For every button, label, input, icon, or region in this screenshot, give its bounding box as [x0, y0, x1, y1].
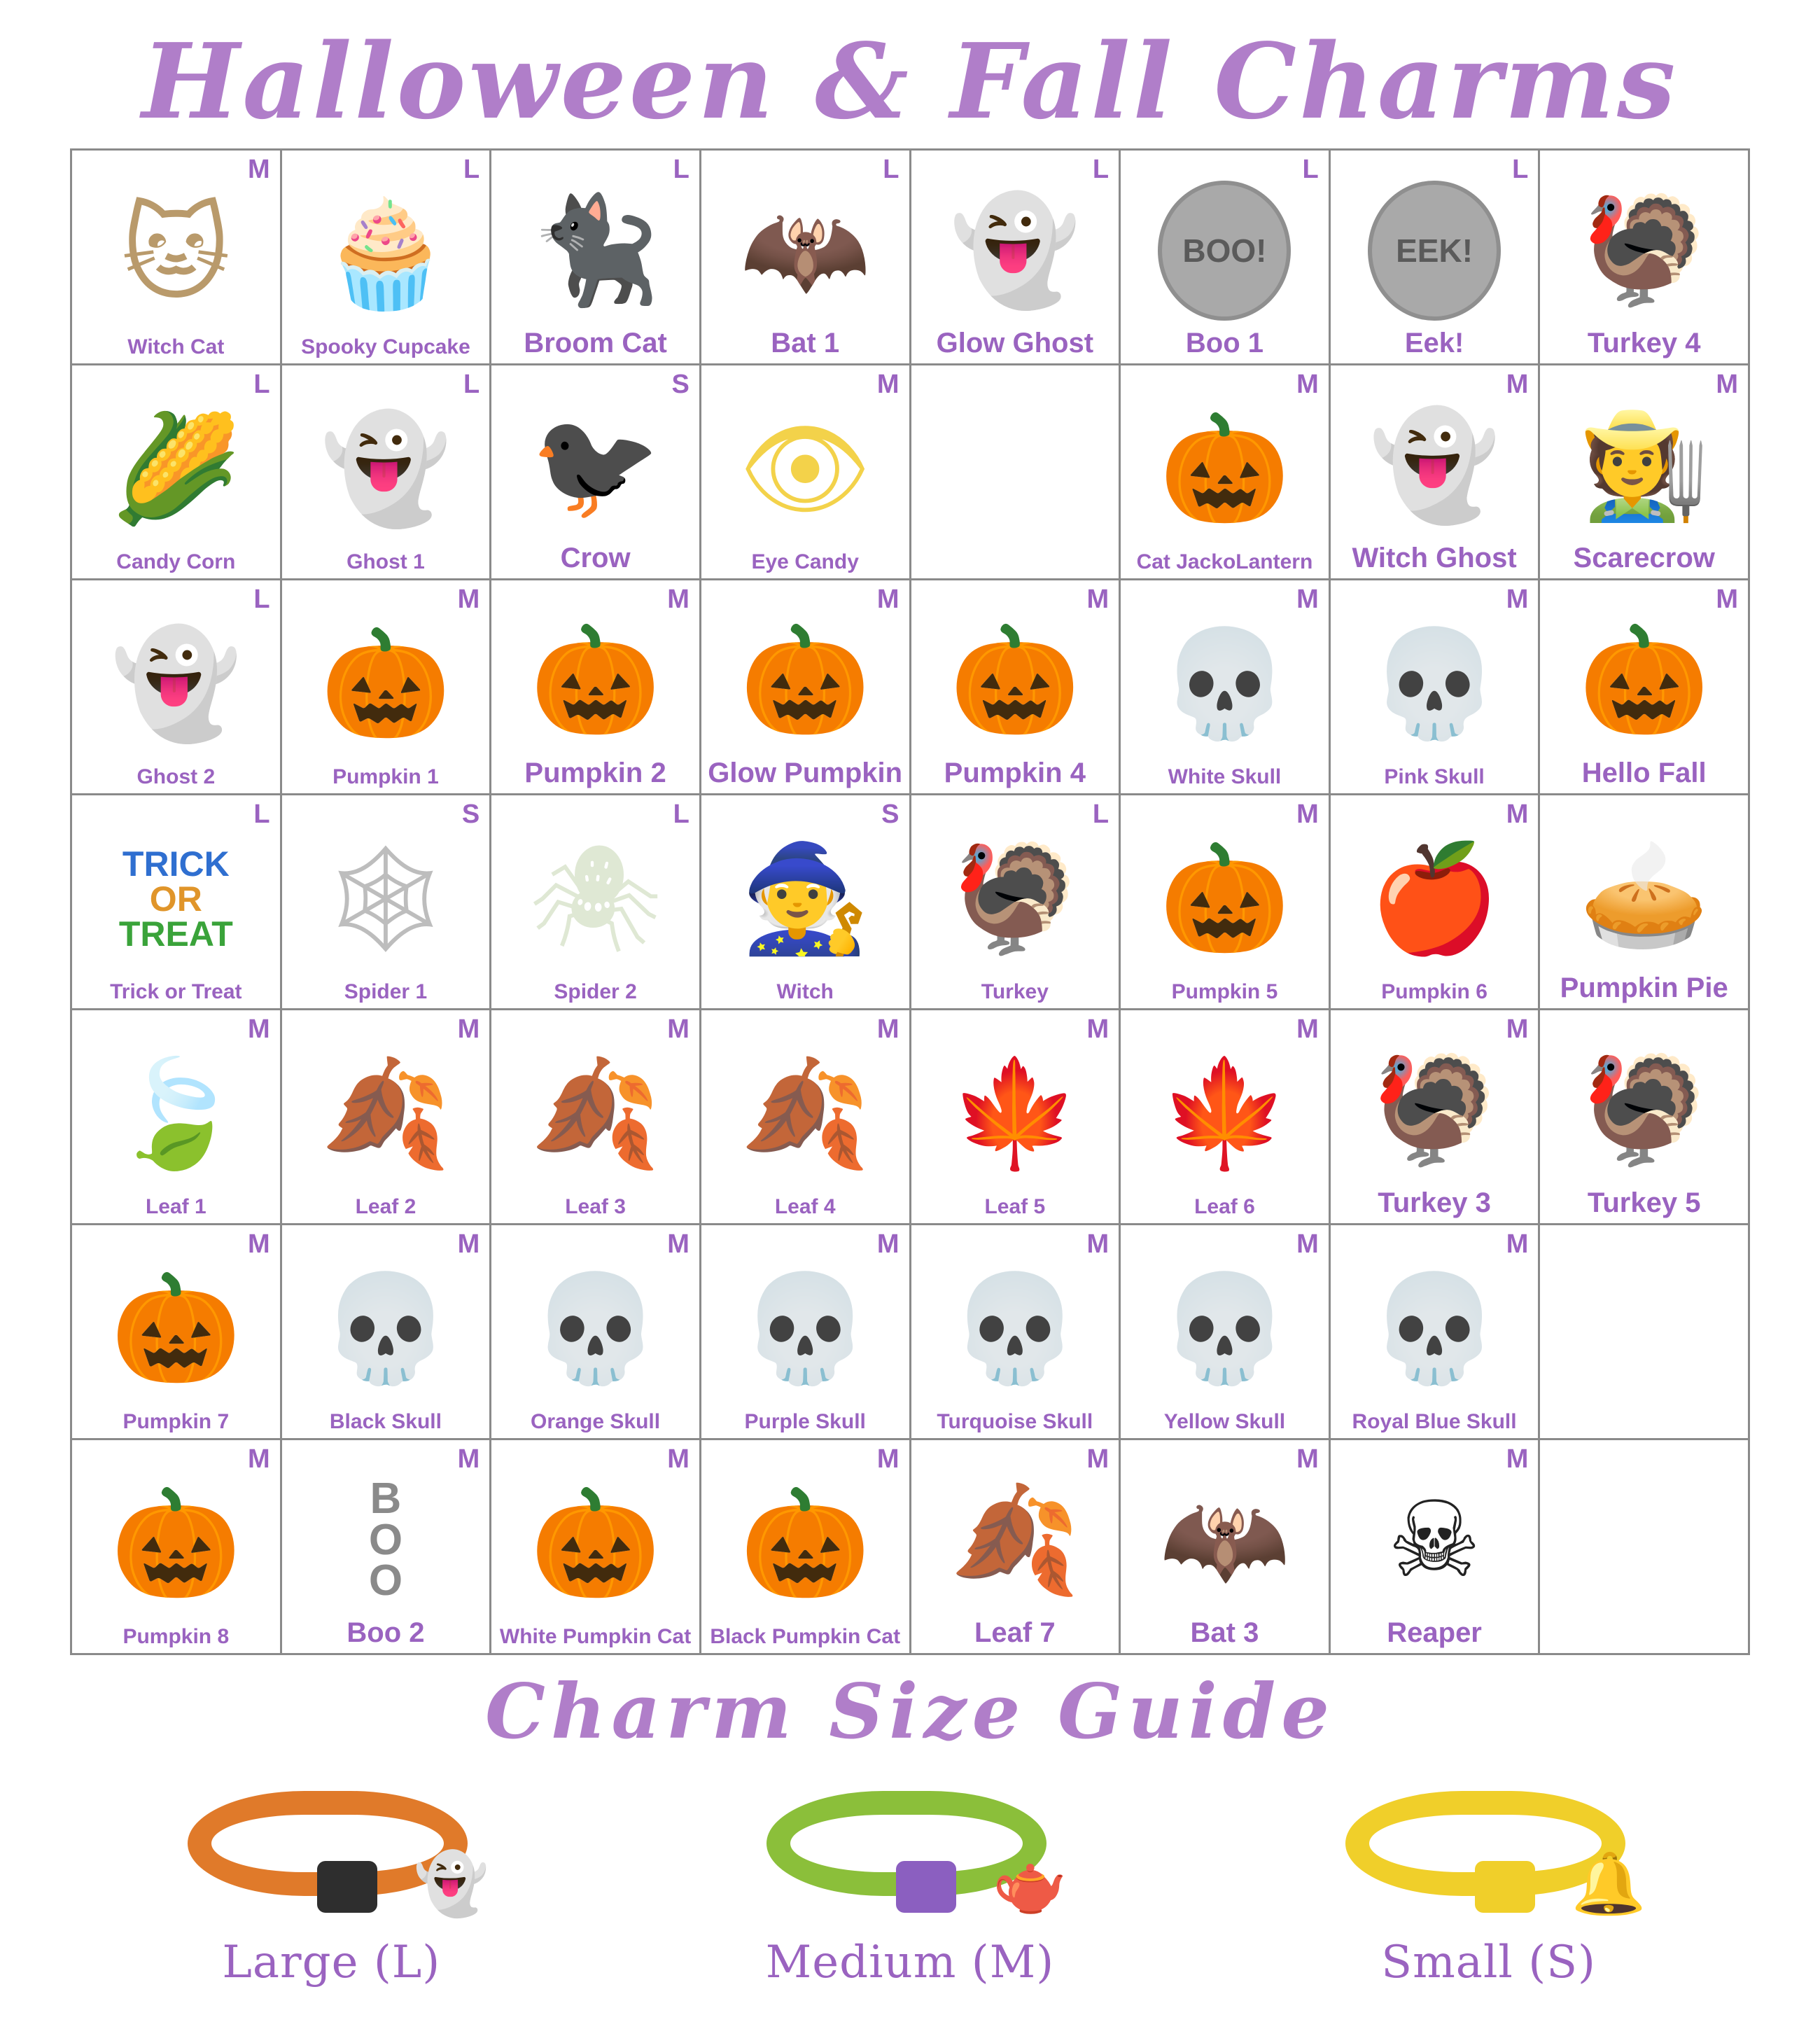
charm-image	[914, 1014, 1116, 1196]
charm-cell[interactable]	[701, 151, 911, 365]
charm-label: Ghost 1	[346, 550, 425, 573]
charm-label: Crow	[560, 543, 631, 573]
charm-size-tag: M	[247, 155, 270, 184]
charm-label: Royal Blue Skull	[1352, 1409, 1517, 1433]
charm-image	[494, 800, 696, 981]
charm-glyph-icon: 👻	[949, 190, 1081, 312]
charm-cell[interactable]	[282, 1010, 492, 1225]
charm-cell[interactable]	[282, 365, 492, 580]
charm-image	[1543, 1014, 1745, 1188]
collar-photo	[746, 1763, 1074, 1924]
charm-label: Eek!	[1404, 328, 1464, 358]
charm-label: Turkey 3	[1378, 1187, 1491, 1218]
charm-glyph-icon: 🍁	[949, 1053, 1081, 1176]
charm-label: Glow Ghost	[936, 328, 1094, 358]
charm-glyph-icon: 🧙	[739, 838, 871, 961]
charm-cell[interactable]	[282, 580, 492, 795]
charm-glyph-icon: 🍃	[110, 1053, 241, 1176]
charm-cell-empty	[1540, 1440, 1750, 1655]
charm-glyph-icon: 🍎	[1368, 838, 1500, 961]
charm-size-tag: M	[667, 585, 690, 614]
charm-size-tag: M	[1506, 1444, 1529, 1474]
charm-cell[interactable]	[1331, 1010, 1541, 1225]
charm-cell[interactable]	[1540, 795, 1750, 1010]
charm-image	[75, 1444, 277, 1626]
charm-image	[704, 1229, 906, 1411]
charm-label: Leaf 2	[355, 1194, 416, 1218]
charm-image	[704, 1444, 906, 1626]
charm-size-tag: M	[1506, 370, 1529, 399]
charm-glyph-icon: 💀	[1159, 623, 1290, 746]
charm-image	[1124, 1229, 1326, 1411]
charm-glyph-icon: 🦃	[949, 838, 1081, 961]
charm-cell[interactable]	[701, 795, 911, 1010]
charm-label: Leaf 4	[774, 1194, 836, 1218]
charm-image	[704, 370, 906, 551]
charm-label: Witch Ghost	[1352, 543, 1517, 573]
charm-size-tag: M	[1296, 800, 1319, 829]
charm-image	[1124, 800, 1326, 981]
charm-label: Candy Corn	[116, 550, 236, 573]
charm-cell[interactable]	[282, 151, 492, 365]
charm-cell[interactable]	[911, 1440, 1121, 1655]
charm-label: Ghost 2	[136, 765, 216, 788]
charm-label: Pumpkin 6	[1381, 979, 1488, 1003]
charm-label: Leaf 1	[145, 1194, 206, 1218]
charm-glyph-icon: 🎃	[530, 1483, 661, 1605]
charm-glyph-icon: 🍂	[530, 1053, 661, 1176]
charm-cell[interactable]	[1540, 151, 1750, 365]
charm-label: Boo 2	[346, 1617, 425, 1648]
charm-size-tag: M	[1296, 1229, 1319, 1259]
charm-label: Leaf 6	[1194, 1194, 1255, 1218]
charm-image	[1543, 370, 1745, 543]
trick-or-treat-art: TRICK OR TREAT	[118, 844, 233, 954]
charm-glyph-icon: 👻	[110, 623, 241, 746]
charm-label: Orange Skull	[531, 1409, 661, 1433]
charm-cell[interactable]	[1540, 365, 1750, 580]
charm-label: Pumpkin 5	[1171, 979, 1278, 1003]
charm-glyph-icon: ☠	[1387, 1479, 1482, 1601]
charm-glyph-icon: 👻	[1368, 405, 1500, 527]
charm-image	[494, 1229, 696, 1411]
charm-image	[75, 1229, 277, 1411]
charm-cell[interactable]	[491, 1440, 701, 1655]
charm-size-tag: L	[463, 155, 480, 184]
charm-size-tag: L	[253, 585, 270, 614]
charm-label: Pumpkin Pie	[1560, 972, 1728, 1003]
charm-glyph-icon: 💀	[949, 1268, 1081, 1390]
size-guide-title: Charm Size Guide	[485, 1668, 1335, 1756]
charm-image	[494, 370, 696, 543]
charm-glyph-icon: 💀	[320, 1268, 451, 1390]
charm-glyph-icon: 🎃	[530, 620, 661, 741]
charm-glyph-icon: 🕷	[528, 838, 662, 961]
charm-label: Pumpkin 8	[122, 1624, 230, 1648]
charm-label: Witch	[776, 979, 834, 1003]
charm-size-tag: M	[667, 1229, 690, 1259]
charm-size-tag: M	[457, 1444, 480, 1474]
charm-size-tag: L	[1512, 155, 1529, 184]
charm-glyph-icon: 🎃	[949, 620, 1081, 741]
charm-image	[285, 1444, 487, 1618]
charm-size-tag: S	[461, 800, 480, 829]
charm-glyph-icon: 🧁	[320, 193, 451, 316]
charm-cell[interactable]	[1540, 580, 1750, 795]
charm-cell[interactable]	[72, 1010, 282, 1225]
charm-disc: BOO!	[1158, 181, 1291, 321]
charm-size-tag: M	[667, 1444, 690, 1474]
charm-glyph-icon: 🎃	[1159, 838, 1290, 961]
charm-size-tag: M	[1296, 1444, 1319, 1474]
charm-label: Bat 3	[1190, 1617, 1259, 1648]
charm-size-tag: L	[463, 370, 480, 399]
size-guide-label: Medium (M)	[765, 1937, 1055, 1988]
size-guide	[42, 1763, 1778, 1988]
charm-size-tag: L	[1092, 800, 1110, 829]
charm-image	[1334, 1014, 1536, 1188]
charm-label: Scarecrow	[1573, 543, 1715, 573]
charm-cell[interactable]	[701, 1010, 911, 1225]
charm-label: Witch Cat	[127, 335, 225, 358]
charm-image	[285, 800, 487, 981]
charm-size-tag: M	[1086, 585, 1110, 614]
charm-cell[interactable]	[1121, 580, 1331, 795]
charm-label: Spider 2	[554, 979, 637, 1003]
page-title: Halloween & Fall Charms	[141, 20, 1679, 142]
charm-glyph-icon: 💀	[1368, 623, 1500, 746]
charm-size-tag: L	[1092, 155, 1110, 184]
charm-image	[1124, 370, 1326, 551]
charm-image	[1543, 585, 1745, 758]
charm-cell[interactable]	[1331, 1225, 1541, 1440]
boo-stack-art: B O O	[368, 1474, 403, 1605]
charm-image	[75, 370, 277, 551]
charm-size-tag: M	[1086, 1229, 1110, 1259]
charm-size-tag: M	[1086, 1444, 1110, 1474]
charm-cell[interactable]	[282, 1225, 492, 1440]
charm-label: Pumpkin 7	[122, 1409, 230, 1433]
charm-image	[75, 1014, 277, 1196]
charm-glyph-icon: 🍂	[320, 1053, 451, 1176]
charm-size-tag: M	[247, 1014, 270, 1044]
charm-cell[interactable]	[1121, 365, 1331, 580]
charm-size-tag: M	[1716, 370, 1738, 399]
charm-image	[914, 800, 1116, 981]
charm-label: Black Skull	[329, 1409, 442, 1433]
charm-cell[interactable]	[1121, 1010, 1331, 1225]
charm-label: Pumpkin 4	[944, 758, 1086, 788]
charm-cell[interactable]	[72, 1225, 282, 1440]
charm-size-tag: M	[457, 1014, 480, 1044]
charm-label: Purple Skull	[744, 1409, 866, 1433]
charm-size-tag: M	[667, 1014, 690, 1044]
charm-cell[interactable]	[72, 580, 282, 795]
collar-charm-icon: 🫖	[992, 1849, 1068, 1919]
charm-label: Turkey 4	[1587, 328, 1701, 358]
charm-image	[1543, 155, 1745, 328]
charm-glyph-icon: 🐦‍⬛	[530, 405, 661, 527]
charm-glyph-icon: 🍂	[739, 1053, 871, 1176]
charm-size-tag: L	[253, 800, 270, 829]
charm-cell[interactable]	[1331, 365, 1541, 580]
charm-glyph-icon: 🧑‍🌾	[1578, 405, 1710, 527]
charm-glyph-icon: 🎃	[1578, 620, 1710, 741]
collar-buckle	[1475, 1861, 1535, 1913]
charm-image	[494, 585, 696, 758]
charm-size-tag: M	[1506, 1014, 1529, 1044]
charm-image	[285, 1229, 487, 1411]
charm-glyph-icon: 🐈‍⬛	[530, 190, 661, 312]
charm-cell[interactable]	[1331, 580, 1541, 795]
charm-cell[interactable]	[491, 795, 701, 1010]
charm-label: Yellow Skull	[1163, 1409, 1286, 1433]
charm-grid	[70, 148, 1750, 1655]
charm-image	[494, 1014, 696, 1196]
charm-glyph-icon: 🍂	[949, 1479, 1081, 1601]
charm-cell[interactable]	[72, 365, 282, 580]
charm-glyph-icon: 👻	[320, 408, 451, 531]
charm-image	[704, 800, 906, 981]
charm-label: Spider 1	[344, 979, 428, 1003]
charm-label: Broom Cat	[524, 328, 667, 358]
charm-size-tag: M	[876, 1229, 899, 1259]
charm-image	[1334, 1444, 1536, 1618]
charm-image	[75, 800, 277, 981]
charm-cell[interactable]	[911, 1225, 1121, 1440]
charm-cell-empty	[911, 365, 1121, 580]
charm-cell[interactable]	[282, 1440, 492, 1655]
charm-glyph-icon: 🕸	[318, 838, 453, 961]
charm-glyph-icon: 💀	[1159, 1268, 1290, 1390]
charm-cell[interactable]	[1121, 795, 1331, 1010]
charm-size-tag: M	[1296, 585, 1319, 614]
charm-disc: EEK!	[1368, 181, 1501, 321]
charm-glyph-icon: 🎃	[110, 1483, 241, 1605]
charm-size-tag: M	[1716, 585, 1738, 614]
charm-image	[1334, 585, 1536, 766]
charm-cell[interactable]	[72, 1440, 282, 1655]
charm-label: Glow Pumpkin	[708, 758, 903, 788]
charm-image	[1124, 1014, 1326, 1196]
charm-cell[interactable]	[701, 1440, 911, 1655]
charm-label: Trick or Treat	[110, 979, 242, 1003]
charm-size-tag: M	[1086, 1014, 1110, 1044]
charm-image	[75, 585, 277, 766]
charm-image	[914, 1229, 1116, 1411]
charm-glyph-icon: 🥧	[1578, 835, 1710, 956]
charm-cell[interactable]	[911, 580, 1121, 795]
charm-size-tag: M	[876, 1444, 899, 1474]
charm-size-tag: M	[457, 1229, 480, 1259]
charm-cell[interactable]	[491, 580, 701, 795]
charm-glyph-icon: 🦇	[1159, 1479, 1290, 1601]
charm-glyph-icon: 🦃	[1368, 1050, 1500, 1171]
collar-photo	[167, 1763, 496, 1924]
charm-glyph-icon: 💀	[1368, 1268, 1500, 1390]
collar-buckle	[317, 1861, 377, 1913]
charm-label: White Pumpkin Cat	[499, 1624, 692, 1648]
charm-cell[interactable]	[491, 365, 701, 580]
charm-label: Hello Fall	[1581, 758, 1707, 788]
charm-size-tag: M	[1506, 800, 1529, 829]
charm-glyph-icon: 💀	[739, 1268, 871, 1390]
charm-glyph-icon: 🦃	[1578, 190, 1710, 312]
charm-size-tag: M	[1296, 1014, 1319, 1044]
charm-label: Leaf 3	[565, 1194, 626, 1218]
charm-size-tag: L	[883, 155, 899, 184]
charm-cell[interactable]	[1121, 1225, 1331, 1440]
charm-size-tag: M	[876, 1014, 899, 1044]
collar-charm-icon: 👻	[414, 1849, 489, 1919]
charm-image	[285, 370, 487, 551]
charm-size-tag: M	[247, 1444, 270, 1474]
charm-label: Eye Candy	[751, 550, 859, 573]
charm-size-tag: M	[1296, 370, 1319, 399]
charm-glyph-icon: 💀	[530, 1268, 661, 1390]
charm-image	[285, 155, 487, 336]
charm-cell[interactable]	[72, 795, 282, 1010]
size-guide-item	[637, 1763, 1183, 1988]
charm-label: Turkey 5	[1587, 1187, 1701, 1218]
charm-label: Leaf 7	[974, 1617, 1056, 1648]
charm-glyph-icon: 🎃	[739, 620, 871, 741]
charm-cell[interactable]	[1331, 151, 1541, 365]
charm-image	[704, 155, 906, 328]
charm-image	[1124, 155, 1326, 328]
charm-label: Turquoise Skull	[937, 1409, 1093, 1433]
charm-cell[interactable]	[911, 1010, 1121, 1225]
charm-glyph-icon: 🦇	[739, 190, 871, 312]
charm-label: Boo 1	[1185, 328, 1264, 358]
charm-image	[1124, 1444, 1326, 1618]
charm-size-tag: L	[253, 370, 270, 399]
charm-image	[1124, 585, 1326, 766]
charm-cell[interactable]	[1331, 795, 1541, 1010]
charm-image	[704, 1014, 906, 1196]
charm-glyph-icon: 🐱	[121, 193, 231, 316]
charm-size-tag: S	[671, 370, 690, 399]
charm-image	[914, 1444, 1116, 1618]
charm-cell[interactable]	[491, 1010, 701, 1225]
charm-label: Pumpkin 2	[524, 758, 666, 788]
collar-buckle	[896, 1861, 956, 1913]
charm-cell[interactable]	[1121, 1440, 1331, 1655]
charm-image	[914, 585, 1116, 758]
charm-size-tag: M	[457, 585, 480, 614]
charm-size-tag: M	[876, 370, 899, 399]
charm-cell[interactable]	[72, 151, 282, 365]
charm-image	[75, 155, 277, 336]
charm-cell[interactable]	[491, 1225, 701, 1440]
charm-cell[interactable]	[1331, 1440, 1541, 1655]
charm-cell[interactable]	[701, 1225, 911, 1440]
charm-label: Pink Skull	[1384, 765, 1485, 788]
charm-cell[interactable]	[911, 151, 1121, 365]
charm-size-tag: M	[1506, 1229, 1529, 1259]
charm-label: Spooky Cupcake	[301, 335, 470, 358]
charm-cell-empty	[1540, 1225, 1750, 1440]
charm-label: Cat JackoLantern	[1136, 550, 1313, 573]
charm-cell[interactable]	[701, 365, 911, 580]
charm-label: Black Pumpkin Cat	[710, 1624, 901, 1648]
collar-photo	[1324, 1763, 1653, 1924]
charm-label: White Skull	[1168, 765, 1282, 788]
size-guide-label: Small (S)	[1381, 1937, 1597, 1988]
charm-size-tag: S	[881, 800, 899, 829]
charm-image	[285, 585, 487, 766]
size-guide-label: Large (L)	[222, 1937, 441, 1988]
charm-label: Pumpkin 1	[332, 765, 439, 788]
charm-label: Reaper	[1387, 1617, 1482, 1648]
size-guide-item	[58, 1763, 604, 1988]
charm-label: Leaf 5	[984, 1194, 1046, 1218]
charm-glyph-icon: 🎃	[110, 1268, 241, 1390]
charm-image	[914, 155, 1116, 328]
charm-size-tag: L	[673, 155, 690, 184]
charm-image	[494, 155, 696, 328]
charm-glyph-icon: 🎃	[739, 1483, 871, 1605]
charm-glyph-icon: 🦃	[1578, 1050, 1710, 1171]
charm-glyph-icon: 🍁	[1159, 1053, 1290, 1176]
charm-image	[1334, 370, 1536, 543]
charm-glyph-icon: 🎃	[320, 623, 451, 746]
charm-image	[285, 1014, 487, 1196]
charm-cell[interactable]	[1540, 1010, 1750, 1225]
charm-size-tag: L	[1302, 155, 1319, 184]
charm-glyph-icon: 🌽	[110, 408, 241, 531]
charm-cell[interactable]	[282, 795, 492, 1010]
charm-image	[1334, 1229, 1536, 1411]
charm-label: Bat 1	[771, 328, 840, 358]
charm-image	[704, 585, 906, 758]
charm-size-tag: M	[876, 585, 899, 614]
charm-image	[1334, 155, 1536, 328]
charm-label: Turkey	[981, 979, 1049, 1003]
collar-charm-icon: 🔔	[1571, 1849, 1646, 1919]
charm-size-tag: M	[247, 1229, 270, 1259]
charm-glyph-icon: 🎃	[1159, 408, 1290, 531]
charm-image	[1543, 800, 1745, 973]
charm-cell[interactable]	[1121, 151, 1331, 365]
charm-glyph-icon: 👁	[738, 408, 872, 531]
charm-size-tag: M	[1506, 585, 1529, 614]
size-guide-item	[1216, 1763, 1762, 1988]
charm-cell[interactable]	[491, 151, 701, 365]
charm-image	[494, 1444, 696, 1626]
charm-image	[1334, 800, 1536, 981]
charm-cell[interactable]	[701, 580, 911, 795]
charm-cell[interactable]	[911, 795, 1121, 1010]
charm-size-tag: L	[673, 800, 690, 829]
